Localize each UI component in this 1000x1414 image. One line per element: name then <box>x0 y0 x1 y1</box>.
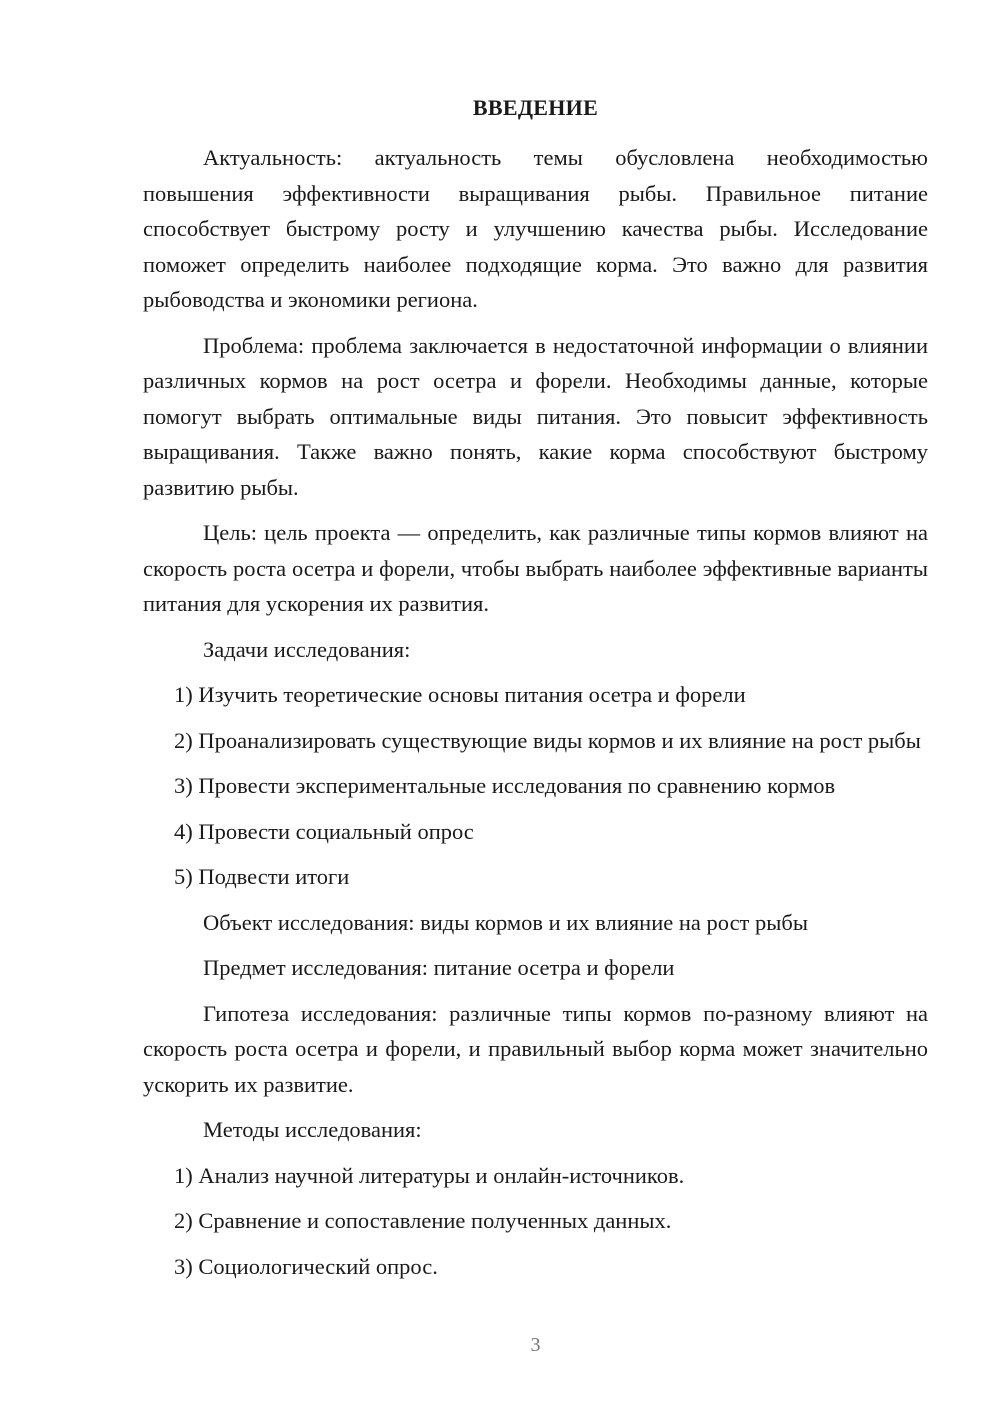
task-item-1: 1) Изучить теоретические основы питания осетра и форели <box>174 682 746 707</box>
method-item-1: 1) Анализ научной литературы и онлайн-источников. <box>174 1162 685 1188</box>
section-heading: ВВЕДЕНИЕ <box>472 95 599 120</box>
paragraph-problem: Проблема: проблема заключается в недостаточной информации о влиянии различных кормов на рост осетра и форели. Необходимы данные, которые помогут выбрать оптимальные виды питания. Это повысит эффективность выращивания. Также важно понять, какие корма способствуют быстрому развитию рыбы. <box>143 332 928 500</box>
paragraph-goal: Цель: цель проекта — определить, как различные типы кормов влияют на скорость роста осетра и форели, чтобы выбрать наиболее эффективные варианты питания для ускорения их развития. <box>143 520 928 616</box>
paragraph-methods-heading: Методы исследования: <box>203 1117 422 1142</box>
paragraph-object: Объект исследования: виды кормов и их влияние на рост рыбы <box>203 909 808 935</box>
document-page <box>143 0 928 1414</box>
body-text <box>143 140 928 1294</box>
paragraph-relevance: Актуальность: актуальность темы обусловлена необходимостью повышения эффективности выращивания рыбы. Правильное питание способствует быстрому росту и улучшению качества рыбы. Исследование поможет определить наиболее подходящие корма. Это важно для развития рыбоводства и экономики региона. <box>143 145 928 312</box>
paragraph-subject: Предмет исследования: питание осетра и форели <box>203 955 675 980</box>
method-item-3: 3) Социологический опрос. <box>174 1253 438 1279</box>
task-item-5: 5) Подвести итоги <box>174 864 350 889</box>
task-item-3: 3) Провести экспериментальные исследования по сравнению кормов <box>174 773 836 798</box>
paragraph-hypothesis: Гипотеза исследования: различные типы кормов по-разному влияют на скорость роста осетра и форели, и правильный выбор корма может значительно ускорить их развитие. <box>143 1000 928 1097</box>
page-number: 3 <box>530 1334 541 1356</box>
paragraph-tasks-heading: Задачи исследования: <box>203 636 411 662</box>
task-item-2: 2) Проанализировать существующие виды кормов и их влияние на рост рыбы <box>174 727 921 753</box>
task-item-4: 4) Провести социальный опрос <box>174 818 474 844</box>
method-item-2: 2) Сравнение и сопоставление полученных данных. <box>174 1208 672 1233</box>
